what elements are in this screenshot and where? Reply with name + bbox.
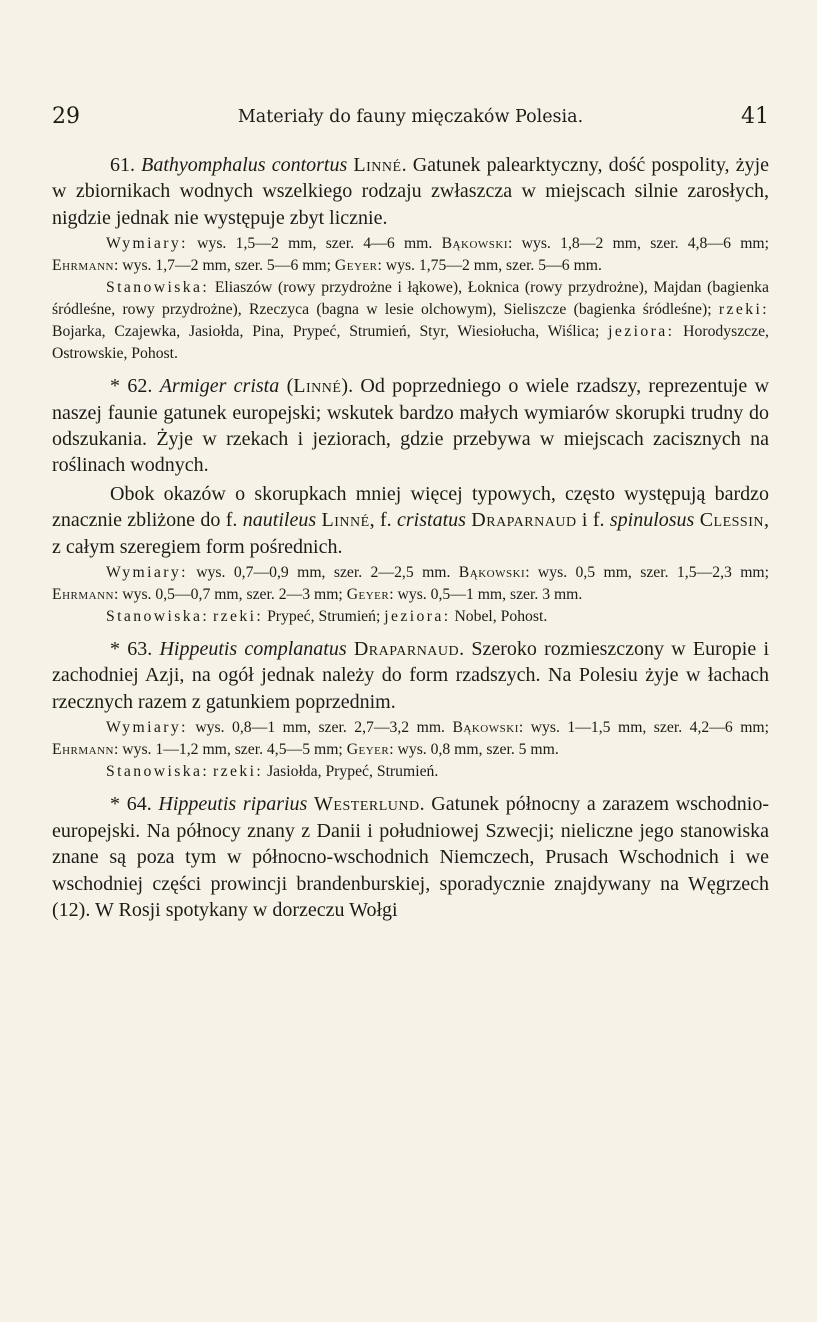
- source-author: Geyer: [346, 586, 390, 604]
- source-author: Ehrmann: [52, 586, 114, 604]
- form-author: Linné: [321, 509, 370, 532]
- form-author: Draparnaud: [471, 509, 577, 532]
- form-name: spinulosus: [609, 509, 695, 532]
- dimensions-text: : wys. 1—1,5 mm, szer. 4,2—6 mm;: [518, 719, 769, 737]
- dimensions-text: wys. 0,7—0,9 mm, szer. 2—2,5 mm.: [187, 564, 459, 582]
- species-name: Armiger crista: [159, 375, 280, 398]
- species-author: Linné: [353, 154, 402, 176]
- species-name: Hippeutis complanatus: [159, 638, 347, 661]
- entry-number: * 62.: [110, 375, 153, 398]
- localities-label: Stanowiska:: [106, 279, 210, 297]
- page-number-left: 29: [52, 104, 80, 129]
- dimensions-label: Wymiary:: [106, 564, 188, 582]
- source-author: Ehrmann: [52, 741, 114, 759]
- localities-text: Eliaszów (rowy przydrożne i łąkowe), Łoknica (rowy przydrożne), Majdan (bagienka śródleśne, rowy przydrożne), Rzeczyca (bagna w lesie olchowym), Sieliszcze (bagienka śródleśne);: [52, 279, 769, 319]
- localities-62: [52, 606, 769, 628]
- localities-63: [52, 761, 769, 783]
- dimensions-text: wys. 0,8—1 mm, szer. 2,7—3,2 mm.: [187, 719, 453, 737]
- dimensions-text: : wys. 1,7—2 mm, szer. 5—6 mm;: [113, 257, 335, 275]
- localities-text: Nobel, Pohost.: [450, 608, 548, 626]
- localities-label: Stanowiska:: [106, 608, 210, 626]
- entry-text: . Szeroko rozmieszczony w Europie i zachodniej Azji, na ogół jednak należy do form rzadszych. Na Polesiu żyje w łachach rzecznych razem z gatunkiem poprzednim.: [52, 638, 770, 713]
- entry-number: 61.: [110, 154, 135, 176]
- entry-number: * 64.: [110, 793, 152, 816]
- dimensions-61: [52, 233, 769, 277]
- running-title: Materiały do fauny mięczaków Polesia.: [237, 107, 584, 127]
- source-author: Bąkowski: [458, 564, 526, 582]
- localities-label: Stanowiska:: [106, 763, 210, 781]
- form-name: nautileus: [242, 509, 317, 532]
- localities-61: [52, 277, 769, 365]
- entry-63: [52, 636, 769, 715]
- localities-text: Bojarka, Czajewka, Jasiołda, Pina, Prypeć, Strumień, Styr, Wiesiołucha, Wiślica;: [52, 323, 609, 341]
- entry-text: , f.: [369, 509, 398, 532]
- source-author: Bąkowski: [441, 235, 508, 253]
- entry-text: , z całym szeregiem form pośrednich.: [52, 509, 769, 558]
- species-author: Draparnaud: [353, 638, 460, 661]
- entry-text: ). Od poprzedniego o wiele rzadszy, reprezentuje w naszej faunie gatunek europejski; wskutek bardzo małych wymiarów skorupki trudny do odszukania. Żyje w rzekach i jeziorach, gdzie przebywa w miejscach zacisznych na roślinach wodnych.: [52, 375, 770, 477]
- lakes-label: jeziora:: [608, 323, 675, 341]
- entry-62: [52, 373, 769, 479]
- dimensions-label: Wymiary:: [106, 235, 188, 253]
- species-author: Westerlund: [314, 793, 420, 816]
- species-name: Bathyomphalus contortus: [141, 154, 348, 176]
- entry-text: . Gatunek palearktyczny, dość pospolity, żyje w zbiornikach wodnych wszelkiego rodzaju zwłaszcza w miejscach silnie zarosłych, nigdzie jednak nie występuje zbyt licznie.: [52, 154, 769, 229]
- dimensions-text: : wys. 1—1,2 mm, szer. 4,5—5 mm;: [113, 741, 347, 759]
- localities-text: Jasiołda, Prypeć, Strumień.: [263, 763, 439, 781]
- rivers-label: rzeki:: [718, 301, 769, 319]
- entry-text: . Gatunek północny a zarazem wschodnio-europejski. Na północy znany z Danii i południowej Szwecji; nieliczne jego stanowiska znane są poza tym w północno-wschodnich Niemczech, Prusach Wschodnich i we wschodniej części prowincji brandenburskiej, sporadycznie znajdywany na Węgrzech (12). W Rosji spotykany w dorzeczu Wołgi: [52, 793, 770, 921]
- entry-text: Obok okazów o skorupkach mniej więcej typowych, często występują bardzo znacznie zbliżone do f.: [52, 482, 769, 532]
- rivers-label: rzeki:: [213, 608, 264, 626]
- source-author: Geyer: [346, 741, 390, 759]
- source-author: Geyer: [334, 257, 378, 275]
- page-number-right: 41: [741, 104, 769, 129]
- dimensions-text: : wys. 1,75—2 mm, szer. 5—6 mm.: [377, 257, 602, 275]
- running-header: [52, 104, 769, 138]
- rivers-label: rzeki:: [213, 763, 264, 781]
- lakes-label: jeziora:: [384, 608, 451, 626]
- dimensions-text: : wys. 1,8—2 mm, szer. 4,8—6 mm;: [508, 235, 769, 253]
- form-name: cristatus: [397, 509, 466, 532]
- form-author: Clessin: [699, 509, 764, 532]
- localities-text: Horodyszcze, Ostrowskie, Pohost.: [52, 323, 769, 363]
- entry-62-forms: [52, 481, 769, 560]
- species-name: Hippeutis riparius: [158, 793, 308, 816]
- species-author: Linné: [293, 375, 342, 398]
- source-author: Ehrmann: [52, 257, 114, 275]
- dimensions-63: [52, 717, 769, 761]
- entry-64: [52, 791, 769, 923]
- entry-61: [52, 152, 769, 231]
- entry-number: * 63.: [110, 638, 153, 661]
- page-body: [52, 152, 769, 925]
- dimensions-text: : wys. 0,5—1 mm, szer. 3 mm.: [389, 586, 583, 604]
- dimensions-text: : wys. 0,5 mm, szer. 1,5—2,3 mm;: [525, 564, 769, 582]
- dimensions-text: : wys. 0,8 mm, szer. 5 mm.: [389, 741, 559, 759]
- dimensions-label: Wymiary:: [106, 719, 188, 737]
- source-author: Bąkowski: [452, 719, 519, 737]
- entry-text: i f.: [576, 509, 610, 532]
- localities-text: Prypeć, Strumień;: [263, 608, 385, 626]
- dimensions-62: [52, 562, 769, 606]
- dimensions-text: : wys. 0,5—0,7 mm, szer. 2—3 mm;: [113, 586, 347, 604]
- dimensions-text: wys. 1,5—2 mm, szer. 4—6 mm.: [187, 235, 442, 253]
- paren-open: (: [279, 375, 294, 398]
